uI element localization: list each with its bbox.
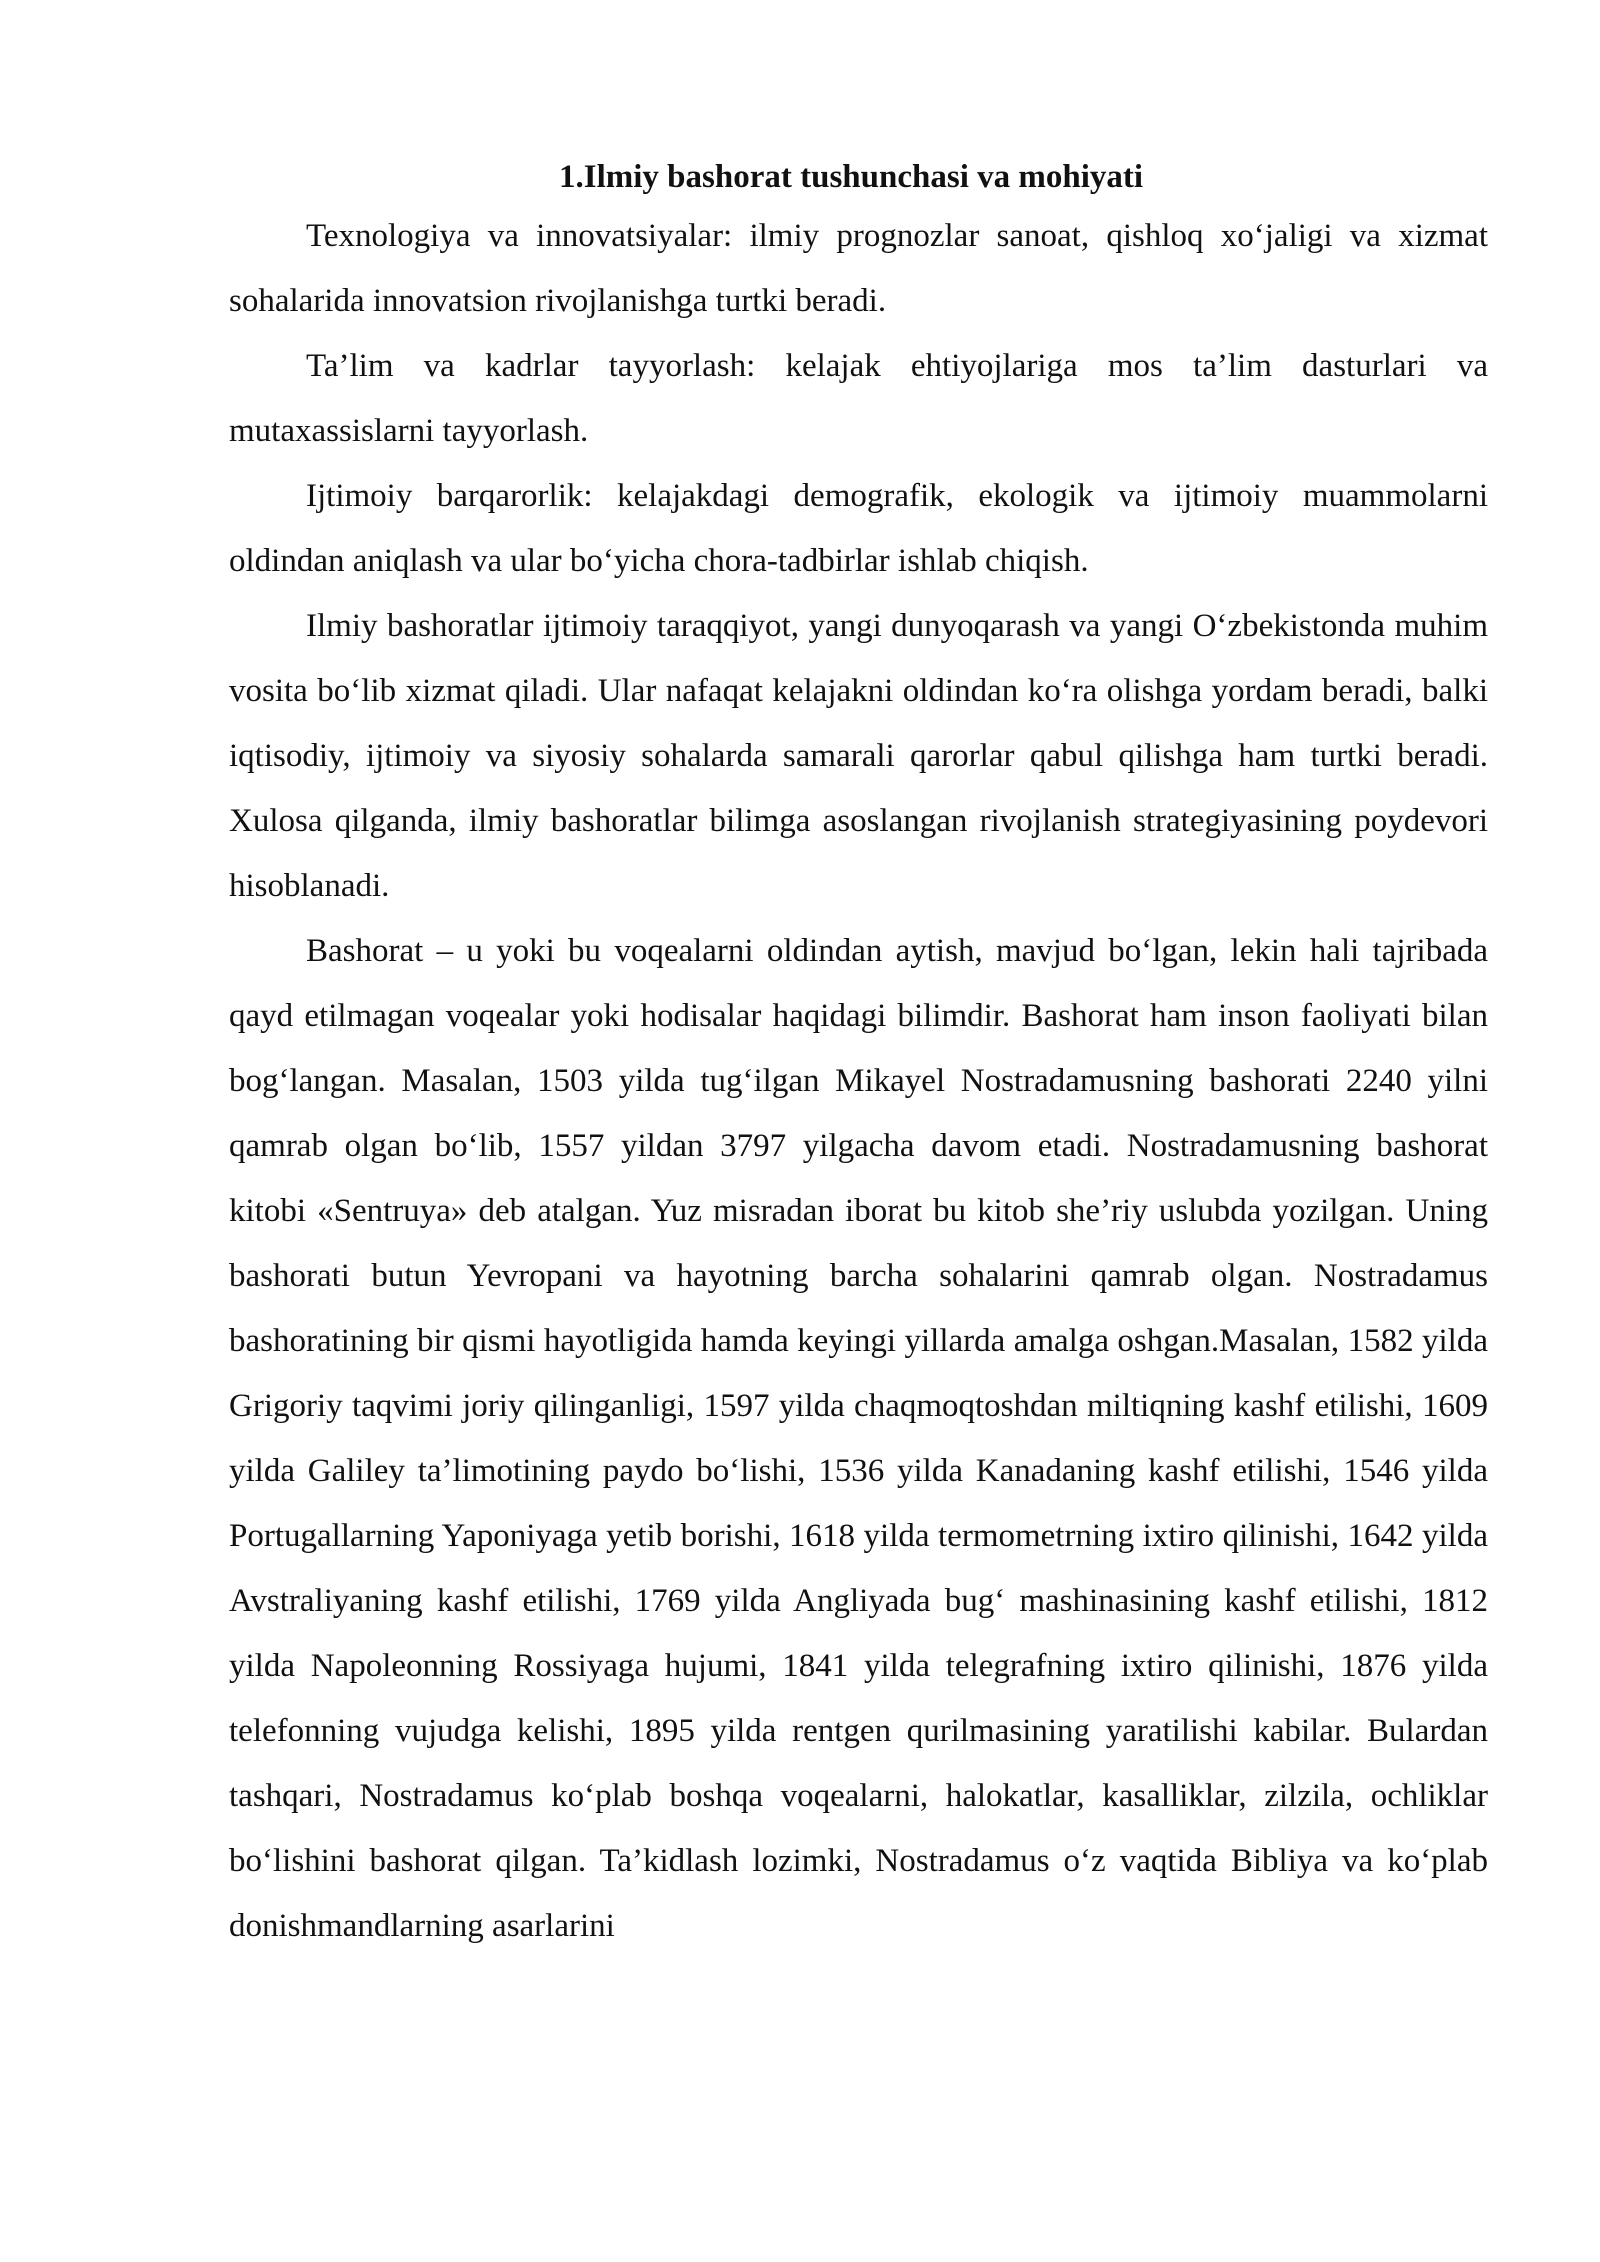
paragraph-technology: Texnologiya va innovatsiyalar: ilmiy prognozlar sanoat, qishloq xo‘jaligi va xizmat sohalarida innovatsion rivojlanishga turtki beradi. bbox=[229, 218, 1488, 319]
section-title: 1.Ilmiy bashorat tushunchasi va mohiyati bbox=[559, 159, 1144, 195]
paragraph-social-stability: Ijtimoiy barqarorlik: kelajakdagi demografik, ekologik va ijtimoiy muammolarni oldindan aniqlash va ular bo‘yicha chora-tadbirlar ishlab chiqish. bbox=[229, 478, 1488, 579]
paragraph-prophecy-nostradamus: Bashorat – u yoki bu voqealarni oldindan aytish, mavjud bo‘lgan, lekin hali tajribada qayd etilmagan voqealar yoki hodisalar haqidagi bilimdir. Bashorat ham inson faoliyati bilan bog‘langan. Masalan, 1503 yilda tug‘ilgan Mikayel Nostradamusning bashorati 2240 yilni qamrab olgan bo‘lib, 1557 yildan 3797 yilgacha davom etadi. Nostradamusning bashorat kitobi «Sentruya» deb atalgan. Yuz misradan iborat bu kitob she’riy uslubda yozilgan. Uning bashorati butun Yevropani va hayotning barcha sohalarini qamrab olgan. Nostradamus bashoratining bir qismi hayotligida hamda keyingi yillarda amalga oshgan.Masalan, 1582 yilda Grigoriy taqvimi joriy qilinganligi, 1597 yilda chaqmoqtoshdan miltiqning kashf etilishi, 1609 yilda Galiley ta’limotining paydo bo‘lishi, 1536 yilda Kanadaning kashf etilishi, 1546 yilda Portugallarning Yaponiyaga yetib borishi, 1618 yilda termometrning ixtiro qilinishi, 1642 yilda Avstraliyaning kashf etilishi, 1769 yilda Angliyada bug‘ mashinasining kashf etilishi, 1812 yilda Napoleonning Rossiyaga hujumi, 1841 yilda telegrafning ixtiro qilinishi, 1876 yilda telefonning vujudga kelishi, 1895 yilda rentgen qurilmasining yaratilishi kabilar. Bulardan tashqari, Nostradamus ko‘plab boshqa voqealarni, halokatlar, kasalliklar, zilzila, ochliklar bo‘lishini bashorat qilgan. Ta’kidlash lozimki, Nostradamus o‘z vaqtida Bibliya va ko‘plab donishmandlarning asarlarini bbox=[229, 933, 1488, 1944]
document-body bbox=[229, 150, 1488, 1959]
paragraph-scientific-forecasts: Ilmiy bashoratlar ijtimoiy taraqqiyot, yangi dunyoqarash va yangi O‘zbekistonda muhim vosita bo‘lib xizmat qiladi. Ular nafaqat kelajakni oldindan ko‘ra olishga yordam beradi, balki iqtisodiy, ijtimoiy va siyosiy sohalarda samarali qarorlar qabul qilishga ham turtki beradi. Xulosa qilganda, ilmiy bashoratlar bilimga asoslangan rivojlanish strategiyasining poydevori hisoblanadi. bbox=[229, 608, 1488, 904]
paragraph-education: Ta’lim va kadrlar tayyorlash: kelajak ehtiyojlariga mos ta’lim dasturlari va mutaxassislarni tayyorlash. bbox=[229, 348, 1488, 449]
